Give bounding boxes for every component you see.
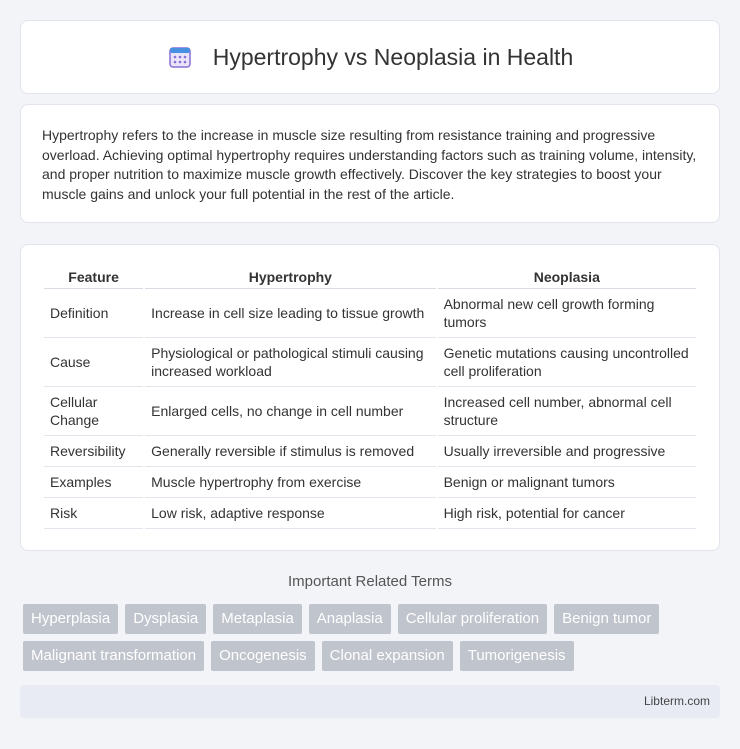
comparison-table	[42, 265, 698, 529]
tag-anaplasia[interactable]: Anaplasia	[309, 604, 391, 634]
hypertrophy-cell: Low risk, adaptive response	[145, 498, 435, 529]
calendar-icon	[167, 44, 193, 70]
tag-metaplasia[interactable]: Metaplasia	[213, 604, 302, 634]
page-title: Hypertrophy vs Neoplasia in Health	[212, 43, 574, 70]
feature-cell: Reversibility	[44, 436, 143, 467]
header-neoplasia: Neoplasia	[438, 265, 696, 289]
tag-tumorigenesis[interactable]: Tumorigenesis	[460, 641, 574, 671]
header-feature: Feature	[44, 265, 143, 289]
neoplasia-cell: Benign or malignant tumors	[438, 467, 696, 498]
tag-oncogenesis[interactable]: Oncogenesis	[211, 641, 315, 671]
hypertrophy-cell: Muscle hypertrophy from exercise	[145, 467, 435, 498]
related-terms-title: Important Related Terms	[288, 573, 452, 590]
hypertrophy-cell: Generally reversible if stimulus is removed	[145, 436, 435, 467]
feature-cell: Examples	[44, 467, 143, 498]
tag-clonal-expansion[interactable]: Clonal expansion	[322, 641, 453, 671]
footer	[20, 685, 720, 718]
comparison-card	[20, 244, 720, 551]
feature-cell: Cause	[44, 338, 143, 387]
feature-cell: Cellular Change	[44, 387, 143, 436]
table-row	[44, 289, 696, 338]
hypertrophy-cell: Increase in cell size leading to tissue growth	[145, 289, 435, 338]
header-hypertrophy: Hypertrophy	[145, 265, 435, 289]
feature-cell: Risk	[44, 498, 143, 529]
footer-site-link[interactable]: Libterm.com	[643, 694, 710, 708]
neoplasia-cell: Usually irreversible and progressive	[438, 436, 696, 467]
table-row	[44, 498, 696, 529]
hypertrophy-cell: Enlarged cells, no change in cell number	[145, 387, 435, 436]
neoplasia-cell: Genetic mutations causing uncontrolled cell proliferation	[438, 338, 696, 387]
tag-dysplasia[interactable]: Dysplasia	[125, 604, 206, 634]
neoplasia-cell: Increased cell number, abnormal cell structure	[438, 387, 696, 436]
tag-hyperplasia[interactable]: Hyperplasia	[23, 604, 118, 634]
table-row	[44, 467, 696, 498]
hypertrophy-cell: Physiological or pathological stimuli causing increased workload	[145, 338, 435, 387]
intro-card	[20, 104, 720, 223]
tag-cellular-proliferation[interactable]: Cellular proliferation	[398, 604, 547, 634]
tag-malignant-transformation[interactable]: Malignant transformation	[23, 641, 204, 671]
table-row	[44, 338, 696, 387]
neoplasia-cell: High risk, potential for cancer	[438, 498, 696, 529]
table-row	[44, 387, 696, 436]
title-card	[20, 20, 720, 94]
intro-text: Hypertrophy refers to the increase in muscle size resulting from resistance training and progressive overload. Achieving optimal hypertrophy requires understanding factors such as training volume, intensity, and proper nutrition to maximize muscle growth effectively. Discover the key strategies to boost your muscle gains and unlock your full potential in the rest of the article.	[42, 127, 697, 202]
related-terms-list	[23, 604, 713, 678]
feature-cell: Definition	[44, 289, 143, 338]
tag-benign-tumor[interactable]: Benign tumor	[554, 604, 659, 634]
table-row	[44, 436, 696, 467]
neoplasia-cell: Abnormal new cell growth forming tumors	[438, 289, 696, 338]
